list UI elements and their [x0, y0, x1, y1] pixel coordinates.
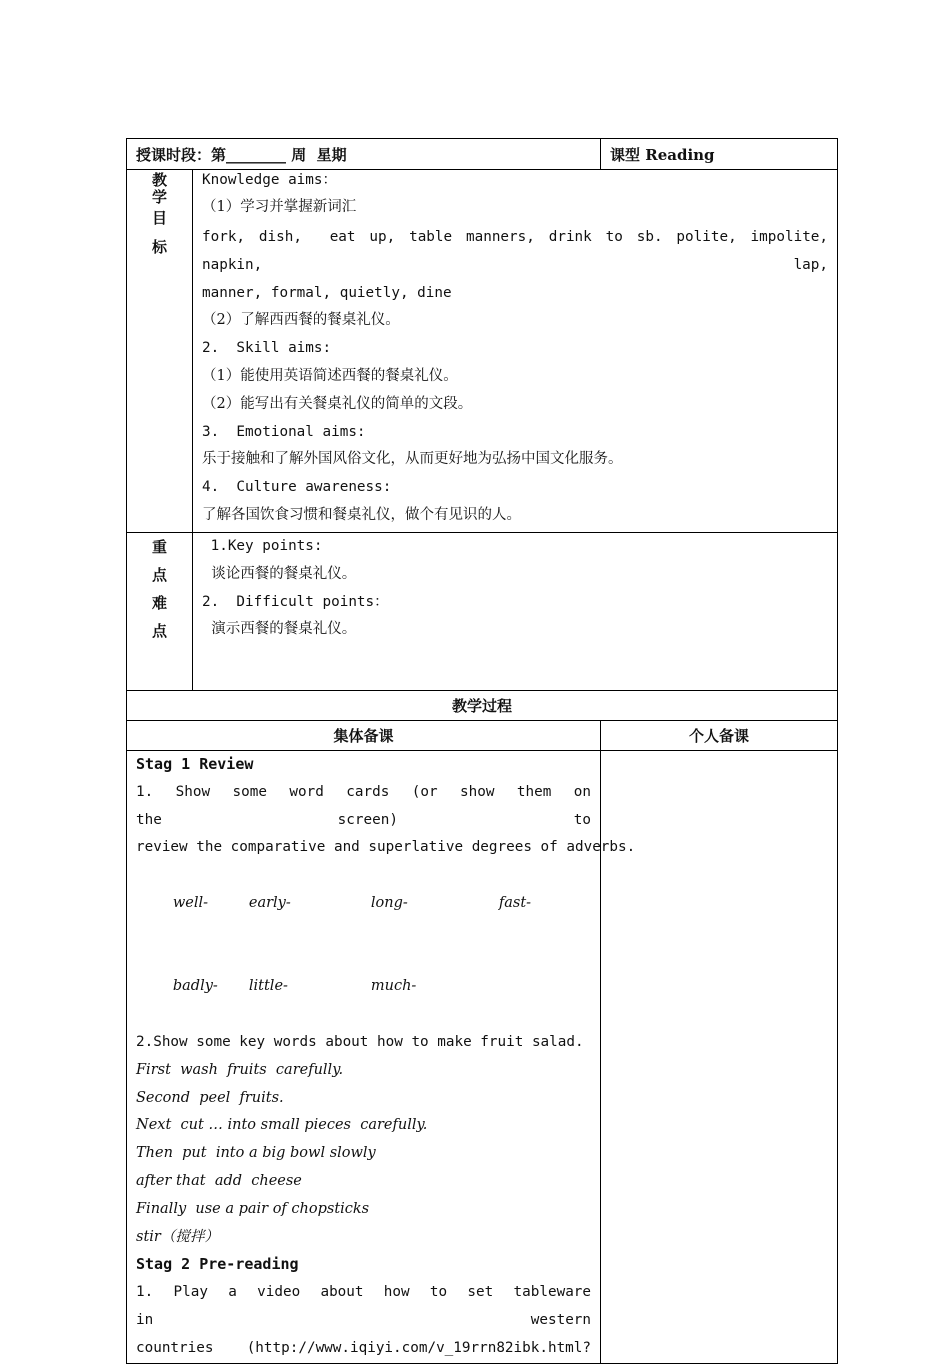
stage2-title: Stag 2 Pre-reading [136, 1255, 299, 1274]
process-body-row [127, 751, 838, 1364]
process-title-cell [127, 691, 838, 721]
group-prep-label: 集体备课 [333, 726, 394, 745]
lesson-plan-table [126, 138, 838, 1364]
objectives-label-char: 目 [151, 209, 167, 227]
objectives-label [127, 170, 193, 533]
objective-line: （1）学习并掌握新词汇 [202, 199, 357, 215]
key-point-line: 演示西餐的餐桌礼仪。 [202, 621, 357, 638]
objective-line: manner, formal, quietly, dine [202, 284, 452, 301]
salad-step: Then put into a big bowl slowly [136, 1145, 376, 1162]
salad-step: Next cut … into small pieces carefully. [136, 1117, 428, 1134]
stage2-item1-line2 [136, 1335, 591, 1363]
header-row [127, 139, 838, 170]
salad-step: First wash fruits carefully. [136, 1061, 344, 1078]
lesson-type: 课型 Reading [610, 145, 715, 164]
stage1-item1-line2: review the comparative and superlative degrees of adverbs. [136, 839, 636, 856]
key-points-label-char: 点 [151, 622, 167, 640]
objective-line: 4. Culture awareness: [202, 479, 392, 496]
key-points-label [127, 533, 193, 691]
key-points-label-char: 重 [151, 538, 167, 556]
stage1-title: Stag 1 Review [136, 755, 254, 773]
salad-step: Second peel fruits. [136, 1089, 284, 1106]
objective-line: Knowledge aims： [202, 172, 337, 188]
stage2-video-url: (http://www.iqiyi.com/v_19rrn82ibk.html? [246, 1339, 592, 1356]
objective-line: 了解各国饮食习惯和餐桌礼仪，做个有见识的人。 [202, 506, 521, 523]
adverb-word: well- [172, 894, 209, 911]
objectives-content [193, 170, 838, 533]
process-title: 教学过程 [452, 696, 513, 715]
adverbs-row-1 [136, 862, 591, 945]
adverb-word: much- [370, 978, 417, 995]
stage1-item1-line1: 1. Show some word cards (or show them on the screen) to [136, 783, 609, 828]
objective-line: 2. Skill aims: [202, 340, 332, 357]
objective-line: fork, dish, eat up, table manners, drink to sb. polite, impolite, napkin, lap, [202, 229, 837, 273]
personal-prep-content [601, 751, 838, 1364]
adverbs-row-2 [136, 946, 591, 1029]
period-cell [127, 139, 601, 170]
adverb-word: early- [248, 894, 291, 911]
personal-prep-header [601, 721, 838, 751]
key-point-line: 谈论西餐的餐桌礼仪。 [202, 565, 357, 582]
objectives-label-char: 标 [151, 238, 167, 256]
salad-step: after that add cheese [136, 1172, 302, 1189]
lesson-type-cell [601, 139, 838, 170]
process-columns-row [127, 721, 838, 751]
objectives-row [127, 170, 838, 533]
adverb-word: badly- [172, 978, 218, 995]
key-point-line: 1.Key points: [202, 538, 323, 554]
salad-step: stir（搅拌） [136, 1228, 219, 1245]
stage2-countries: countries [136, 1339, 214, 1356]
group-prep-content [127, 751, 636, 1364]
objective-line: （2）能写出有关餐桌礼仪的简单的文段。 [202, 395, 473, 412]
objectives-label-char: 教 [151, 171, 167, 189]
adverb-word: little- [248, 978, 288, 995]
process-title-row [127, 691, 838, 721]
objective-line: 乐于接触和了解外国风俗文化，从而更好地为弘扬中国文化服务。 [202, 451, 623, 468]
key-points-label-char: 难 [151, 594, 167, 612]
key-point-line: 2. Difficult points： [202, 593, 389, 610]
group-prep-header [127, 721, 601, 751]
salad-step: Finally use a pair of chopsticks [136, 1200, 370, 1217]
stage2-item1-line1: 1. Play a video about how to set tableware in western [136, 1284, 609, 1328]
key-points-label-char: 点 [151, 566, 167, 584]
period-label: 授课时段：第________ 周 星期 [136, 145, 347, 164]
objective-line: （2）了解西西餐的餐桌礼仪。 [202, 312, 400, 329]
key-points-row [127, 533, 838, 691]
stage1-item2: 2.Show some key words about how to make fruit salad. [136, 1033, 584, 1050]
objective-line: 3. Emotional aims: [202, 423, 366, 440]
personal-prep-label: 个人备课 [689, 726, 750, 745]
adverb-word: long- [370, 894, 408, 911]
objective-line: （1）能使用英语简述西餐的餐桌礼仪。 [202, 367, 458, 384]
adverb-word: fast- [498, 894, 532, 911]
key-points-content [193, 533, 838, 691]
objectives-label-char: 学 [151, 188, 167, 206]
